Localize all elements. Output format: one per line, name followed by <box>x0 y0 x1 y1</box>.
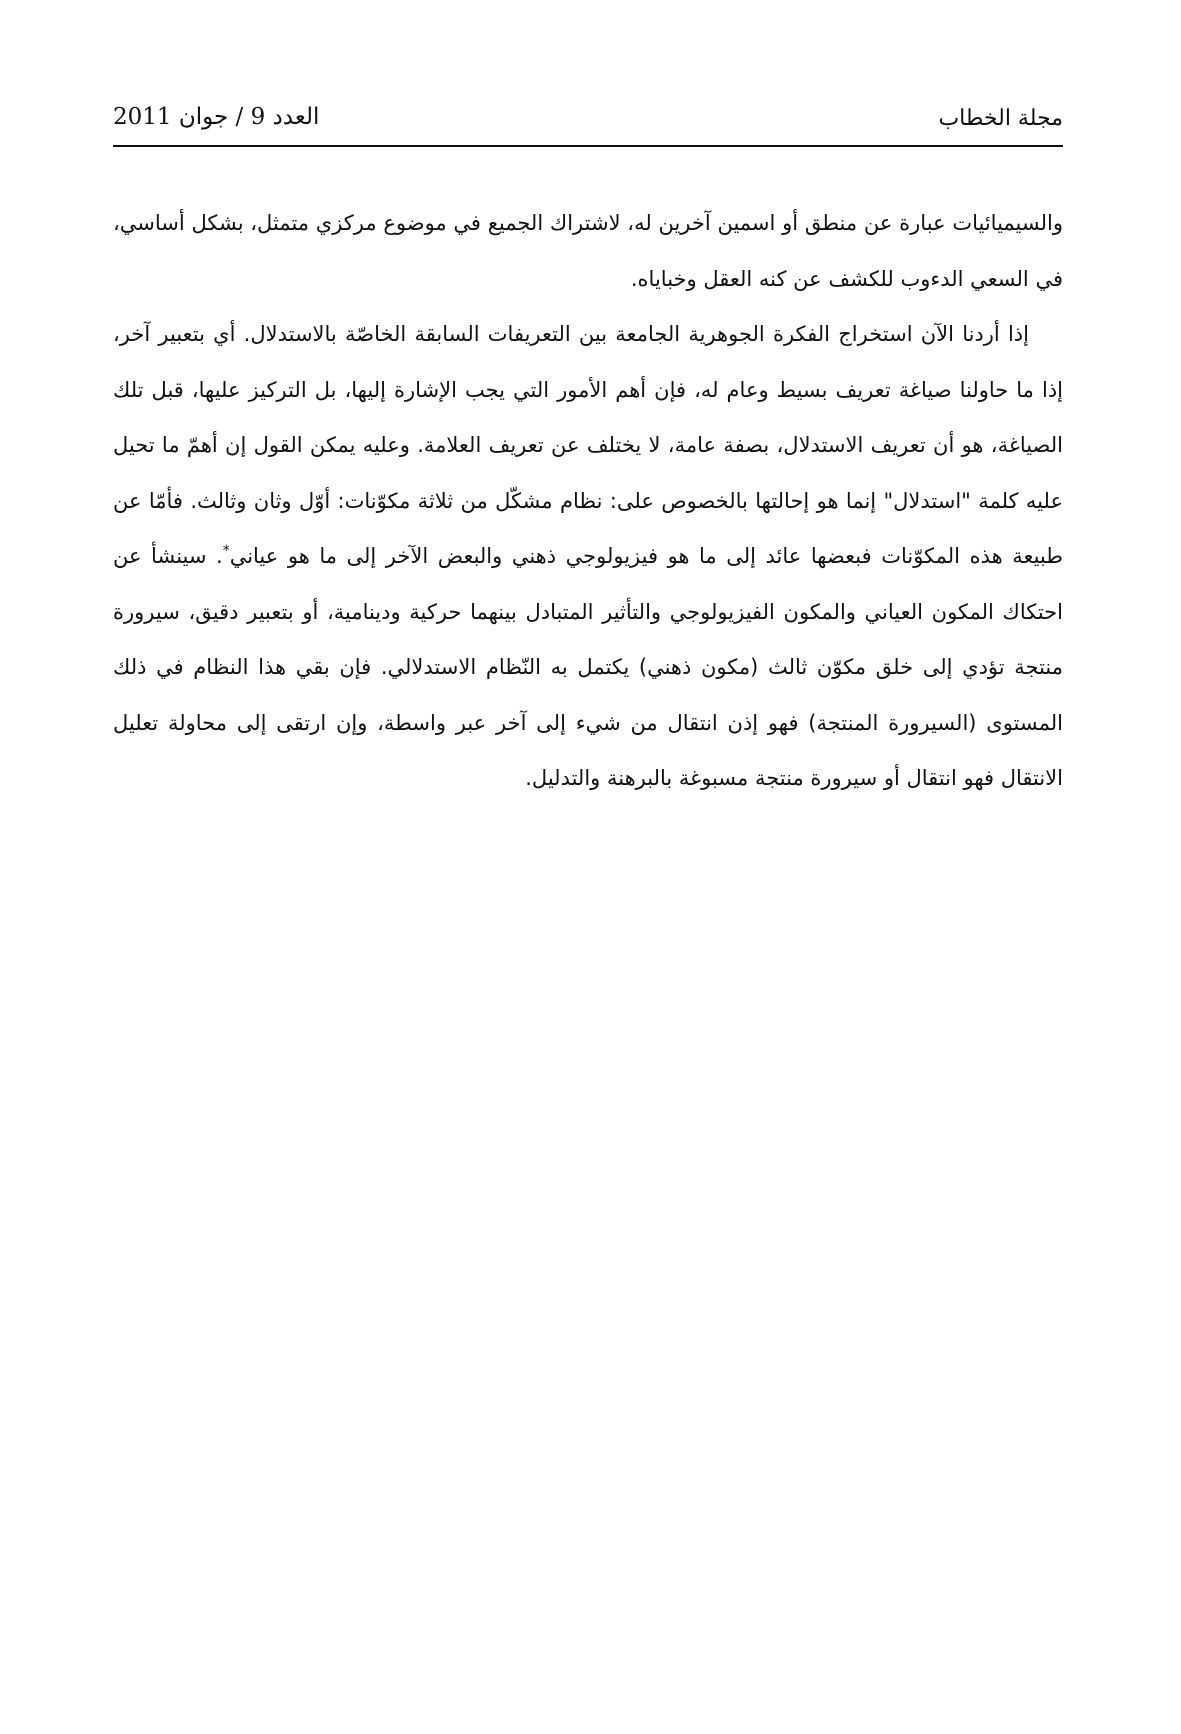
article-body <box>113 196 1063 807</box>
paragraph-2 <box>113 307 1063 807</box>
page-header <box>113 104 1063 142</box>
journal-title: مجلة الخطاب <box>938 106 1063 131</box>
paragraph-1: والسيميائيات عبارة عن منطق أو اسمين آخرين له، لاشتراك الجميع في موضوع مركزي متمثل، بشكل أساسي، في السعي الدءوب للكشف عن كنه العقل وخباياه. <box>113 211 1063 291</box>
issue-info: العدد 9 / جوان 2011 <box>113 104 320 130</box>
paragraph-2-part-2: . سينشأ عن احتكاك المكون العياني والمكون الفيزيولوجي والتأثير المتبادل بينهما حركية ودينامية، أو بتعبير دقيق، سيرورة منتجة تؤدي إلى خلق مكوّن ثالث (مكون ذهني) يكتمل به النّظام الاستدلالي. فإن بقي هذا النظام في ذلك المستوى (السيرورة المنتجة) فهو إذن انتقال من شيء إلى آخر عبر واسطة، وإن ارتقى إلى محاولة تعليل الانتقال فهو انتقال أو سيرورة منتجة مسبوغة بالبرهنة والتدليل. <box>113 544 1063 790</box>
footnote-marker: * <box>222 543 230 559</box>
paragraph-2-part-1: إذا أردنا الآن استخراج الفكرة الجوهرية الجامعة بين التعريفات السابقة الخاصّة بالاستدلال. أي بتعبير آخر، إذا ما حاولنا صياغة تعريف بسيط وعام له، فإن أهم الأمور التي يجب الإشارة إليها، بل التركيز عليها، قبل تلك الصياغة، هو أن تعريف الاستدلال، بصفة عامة، لا يختلف عن تعريف العلامة. وعليه يمكن القول إن أهمّ ما تحيل عليه كلمة "استدلال" إنما هو إحالتها بالخصوص على: نظام مشكّل من ثلاثة مكوّنات: أوّل وثان وثالث. فأمّا عن طبيعة هذه المكوّنات فبعضها عائد إلى ما هو فيزيولوجي ذهني والبعض الآخر إلى ما هو عياني <box>113 322 1063 568</box>
header-rule <box>113 145 1063 147</box>
